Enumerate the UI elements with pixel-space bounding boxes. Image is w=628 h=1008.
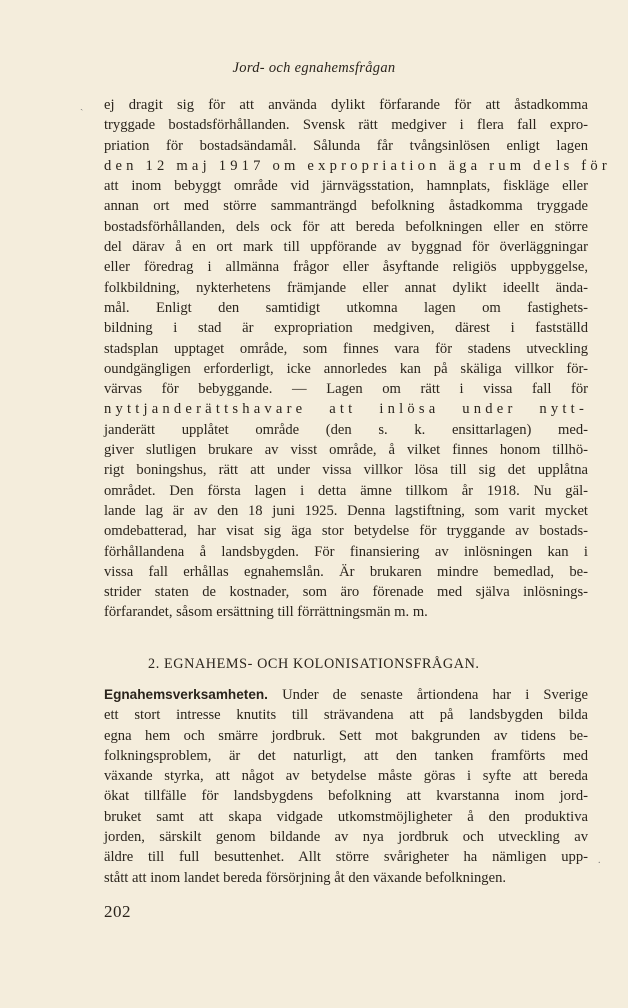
text-line: folkbildning, nykterhetens främjande eller annat dylikt ideellt ända- <box>104 279 588 296</box>
text-line: priation för bostadsändamål. Sålunda får tvångsinlösen enligt lagen <box>104 137 588 154</box>
text-line: bruket samt att skapa vidgade utkomstmöjligheter å den produktiva <box>104 808 588 825</box>
text-line: bostadsförhållanden, dels ock för att bereda befolkningen eller en större <box>104 218 588 235</box>
text-line: eller föredrag i allmänna frågor eller åsyftande religiös uppbyggelse, <box>104 259 588 276</box>
text-line: lande lag är av den 18 juni 1925. Denna lagstiftning, som varit mycket <box>104 502 588 519</box>
section-paragraph <box>104 685 588 888</box>
text-line: stadsplan upptaget område, som finnes vara för stadens utveckling <box>104 340 588 357</box>
text-line: den 12 maj 1917 om expropriation äga rum dels för <box>104 157 611 174</box>
text-line: omdebatterad, har visat sig äga stor betydelse för tryggande av bostads- <box>104 523 588 540</box>
text-line: oundgängligen erforderligt, icke annorledes kan på skäliga villkor för- <box>104 360 588 377</box>
text-line: nyttjanderättshavare att inlösa under nytt- <box>104 401 588 418</box>
text-line: rigt boningshus, rätt att under vissa villkor lösa till sig det upplåtna <box>104 462 588 479</box>
text-line: området. Den första lagen i detta ämne tillkom år 1918. Nu gäl- <box>104 482 588 499</box>
text-line: äldre till full besuttenhet. Allt större svårigheter ha nämligen upp- <box>104 849 588 866</box>
running-head: Jord- och egnahemsfrågan <box>232 60 396 76</box>
text-line: strider staten de kostnader, som äro förenade med själva inlösnings- <box>104 584 588 601</box>
margin-mark: ˎ <box>80 100 84 111</box>
text-line: egna hem och smärre jordbruk. Sett mot bakgrunden av tidens be- <box>104 727 588 744</box>
text-line: mål. Enligt den samtidigt utkomna lagen om fastighets- <box>104 299 588 316</box>
text-line: janderätt upplåtet område (den s. k. ensittarlagen) med- <box>104 421 588 438</box>
text-line: förhållandena å landsbygden. För finansiering av inlösningen kan i <box>104 543 588 560</box>
text-line: att inom bebyggt område vid järnvägsstation, hamnplats, fiskläge eller <box>104 178 588 195</box>
text-line: förfarandet, såsom ersättning till förrättningsmän m. m. <box>104 604 428 621</box>
text-line: jorden, särskilt genom bildande av nya jordbruk och utveckling av <box>104 829 588 846</box>
text-line: ett stort intresse knutits till strävandena att på landsbygden bilda <box>104 707 588 724</box>
run-in-heading: Egnahemsverksamheten. <box>104 687 268 702</box>
text-line: del därav å en ort mark till uppförande av byggnad för överläggningar <box>104 239 588 256</box>
text-line: annan ort med större sammanträngd befolkning åstadkomma tryggade <box>104 198 588 215</box>
text-line <box>104 685 588 705</box>
text-line: giver slutligen brukare av visst område, å vilket finnes honom tillhö- <box>104 442 588 459</box>
text-line: ökat tillfälle för landsbygdens befolkning att kvarstanna inom jord- <box>104 788 588 805</box>
text-line: stått att inom landet bereda försörjning åt den växande befolkningen. <box>104 869 507 886</box>
text-line: värvas för bebyggande. — Lagen om rätt i vissa fall för <box>104 381 588 398</box>
text-line-rest: Under de senaste årtiondena har i Sverige <box>282 687 589 703</box>
text-line: tryggade bostadsförhållanden. Svensk rätt medgiver i flera fall expro- <box>104 117 588 134</box>
section-heading: 2. EGNAHEMS- OCH KOLONISATIONSFRÅGAN. <box>148 656 480 672</box>
text-line: folkningsproblem, är det naturligt, att den tanken framförts med <box>104 747 588 764</box>
text-line: bildning i stad är expropriation medgiven, därest i fastställd <box>104 320 588 337</box>
body-paragraph <box>104 95 611 623</box>
margin-mark: . <box>598 855 601 866</box>
text-line: ej dragit sig för att använda dylikt förfarande för att åstadkomma <box>104 97 588 113</box>
text-line: vissa fall erhållas egnahemslån. Är brukaren mindre bemedlad, be- <box>104 563 588 580</box>
page-number: 202 <box>104 902 131 921</box>
text-line: växande styrka, att något av betydelse måste göras i syfte att bereda <box>104 768 588 785</box>
